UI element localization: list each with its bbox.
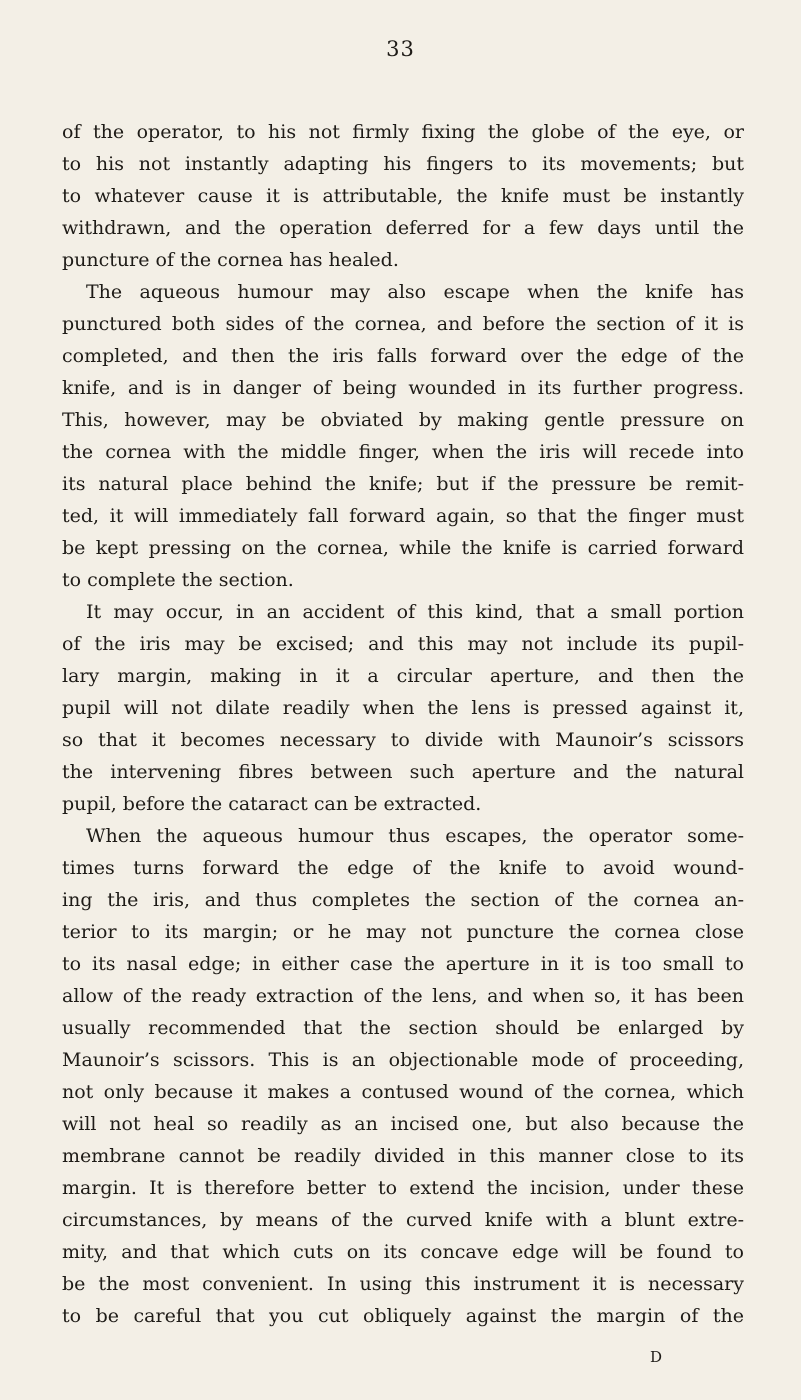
text-line: not only because it makes a contused wound of the cornea, which [62, 1081, 744, 1103]
text-line: It may occur, in an accident of this kind, that a small portion [86, 601, 744, 623]
text-line: mity, and that which cuts on its concave edge will be found to [62, 1241, 744, 1263]
text-line: to his not instantly adapting his fingers to its movements; but [62, 153, 744, 175]
text-line: knife, and is in danger of being wounded in its further progress. [62, 377, 744, 399]
text-line: of the operator, to his not firmly fixing the globe of the eye, or [62, 121, 744, 143]
page-number: 33 [386, 37, 415, 61]
text-line: When the aqueous humour thus escapes, the operator some- [86, 825, 744, 847]
text-line: membrane cannot be readily divided in this manner close to its [62, 1145, 744, 1167]
text-line: the intervening fibres between such aperture and the natural [62, 761, 744, 783]
text-line: This, however, may be obviated by making gentle pressure on [62, 409, 744, 431]
text-line: to be careful that you cut obliquely against the margin of the [62, 1305, 744, 1327]
text-line: the cornea with the middle finger, when the iris will recede into [62, 441, 744, 463]
text-line: will not heal so readily as an incised one, but also because the [62, 1113, 744, 1135]
text-line: circumstances, by means of the curved knife with a blunt extre- [62, 1209, 744, 1231]
text-line: terior to its margin; or he may not puncture the cornea close [62, 921, 744, 943]
text-line: to its nasal edge; in either case the aperture in it is too small to [62, 953, 744, 975]
text-line: its natural place behind the knife; but if the pressure be remit- [62, 473, 744, 495]
text-line: The aqueous humour may also escape when the knife has [86, 281, 744, 303]
text-line: lary margin, making in it a circular aperture, and then the [62, 665, 744, 687]
text-line: ted, it will immediately fall forward again, so that the finger must [62, 505, 744, 527]
text-line: of the iris may be excised; and this may not include its pupil- [62, 633, 744, 655]
text-line: punctured both sides of the cornea, and before the section of it is [62, 313, 744, 335]
text-line: pupil will not dilate readily when the lens is pressed against it, [62, 697, 744, 719]
text-line: withdrawn, and the operation deferred for a few days until the [62, 217, 744, 239]
text-line: be kept pressing on the cornea, while the knife is carried forward [62, 537, 744, 559]
text-line: completed, and then the iris falls forward over the edge of the [62, 345, 744, 367]
text-line: usually recommended that the section should be enlarged by [62, 1017, 744, 1039]
text-line: margin. It is therefore better to extend the incision, under these [62, 1177, 744, 1199]
text-line: to complete the section. [62, 569, 294, 591]
text-line: be the most convenient. In using this instrument it is necessary [62, 1273, 744, 1295]
text-line: puncture of the cornea has healed. [62, 249, 399, 271]
text-line: Maunoir’s scissors. This is an objectionable mode of proceeding, [62, 1049, 744, 1071]
text-line: ing the iris, and thus completes the section of the cornea an- [62, 889, 744, 911]
signature-mark: D [650, 1348, 664, 1366]
text-line: so that it becomes necessary to divide with Maunoir’s scissors [62, 729, 744, 751]
body-text [62, 116, 744, 1332]
text-line: allow of the ready extraction of the lens, and when so, it has been [62, 985, 744, 1007]
text-line: to whatever cause it is attributable, the knife must be instantly [62, 185, 744, 207]
text-line: pupil, before the cataract can be extracted. [62, 793, 482, 815]
text-line: times turns forward the edge of the knife to avoid wound- [62, 857, 744, 879]
